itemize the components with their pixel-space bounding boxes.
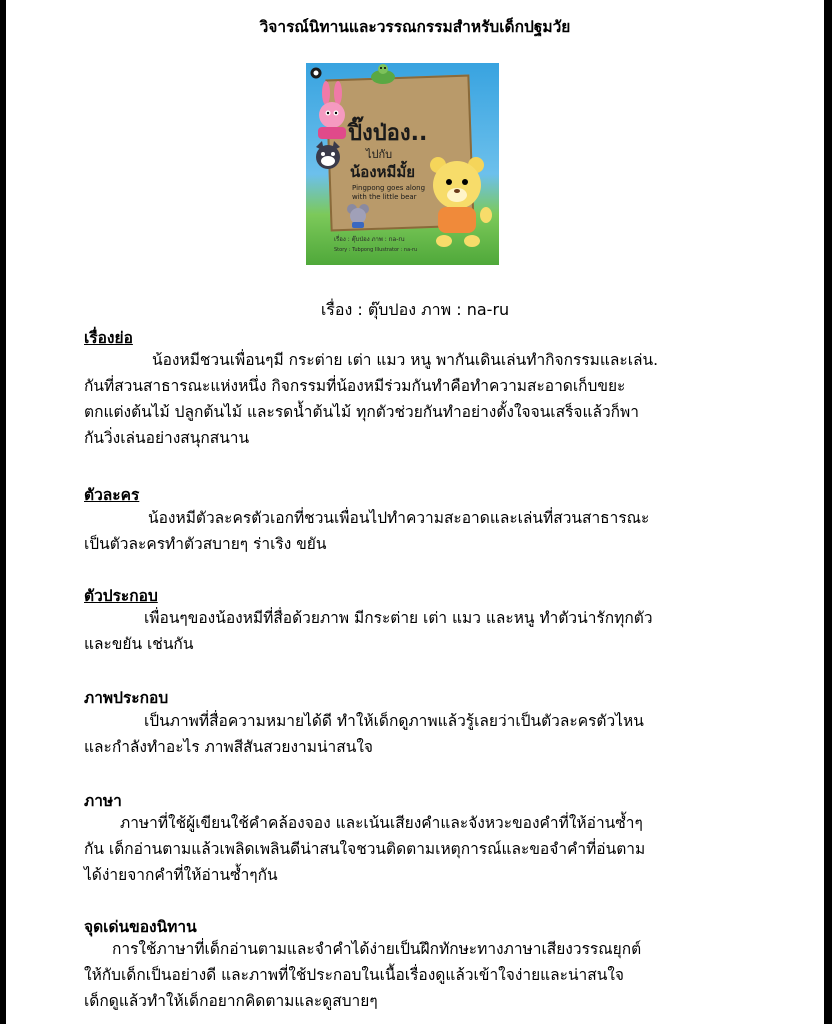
cat-illustration-icon xyxy=(308,139,348,175)
section-body-illustrations xyxy=(84,708,764,760)
cover-title-sub: น้องหมีมั้ย xyxy=(350,163,416,181)
section-heading-synopsis: เรื่องย่อ xyxy=(84,329,133,347)
author-illustrator-line: เรื่อง : ตุ๊บปอง ภาพ : na-ru xyxy=(320,300,510,319)
text-line: น้องหมีชวนเพื่อนๆมี กระต่าย เต่า แมว หนู พากันเดินเล่นทำกิจกรรมและเล่น. xyxy=(152,351,659,369)
text-line: ตกแต่งต้นไม้ ปลูกต้นไม้ และรดน้ำต้นไม้ ทุกตัวช่วยกันทำอย่างตั้งใจจนเสร็จแล้วก็พา xyxy=(84,403,639,421)
mouse-illustration-icon xyxy=(346,203,370,229)
section-heading-language: ภาษา xyxy=(84,792,122,810)
text-line: ภาษาที่ใช้ผู้เขียนใช้คำคล้องจอง และเน้นเสียงคำและจังหวะของคำที่ให้อ่านซ้ำๆ xyxy=(120,814,643,832)
cover-credits-thai: เรื่อง : ตุ๊บป่อง ภาพ : na-ru xyxy=(334,236,405,243)
text-line: และขยัน เช่นกัน xyxy=(84,635,194,653)
book-cover-image xyxy=(306,63,499,265)
text-line: การใช้ภาษาที่เด็กอ่านตามและจำคำได้ง่ายเป็นฝึกทักษะทางภาษาเสียงวรรณยุกต์ xyxy=(112,940,642,958)
text-line: และกำลังทำอะไร ภาพสีสันสวยงามน่าสนใจ xyxy=(84,738,373,756)
text-line: เด็กดูแล้วทำให้เด็กอยากคิดตามและดูสบายๆ xyxy=(84,992,378,1010)
publisher-logo-icon xyxy=(310,67,322,79)
text-line: กันวิ่งเล่นอย่างสนุกสนาน xyxy=(84,429,250,447)
section-heading-characters: ตัวละคร xyxy=(84,486,140,504)
text-line: ให้กับเด็กเป็นอย่างดี และภาพที่ใช้ประกอบในเนื้อเรื่องดูแล้วเข้าใจง่ายและน่าสนใจ xyxy=(84,966,624,984)
document-page xyxy=(6,0,824,1024)
text-line: ได้ง่ายจากคำที่ให้อ่านซ้ำๆกัน xyxy=(84,866,278,884)
cover-credits-english: Story : Tubpong Illustrator : na-ru xyxy=(334,247,418,253)
text-line: กัน เด็กอ่านตามแล้วเพลิดเพลินดีน่าสนใจชวนติดตามเหตุการณ์และขอจำคำที่อ่นตาม xyxy=(84,840,646,858)
section-body-supporting xyxy=(84,605,764,657)
section-body-language xyxy=(84,810,764,888)
text-line: น้องหมีตัวละครตัวเอกที่ชวนเพื่อนไปทำความสะอาดและเล่นที่สวนสาธารณะ xyxy=(148,509,650,527)
text-line: เป็นภาพที่สื่อความหมายได้ดี ทำให้เด็กดูภาพแล้วรู้เลยว่าเป็นตัวละครตัวไหน xyxy=(144,712,644,730)
bear-illustration-icon xyxy=(424,155,498,251)
text-line: กันที่สวนสาธารณะแห่งหนึ่ง กิจกรรมที่น้องหมีร่วมกันทำคือทำความสะอาดเก็บขยะ xyxy=(84,377,626,395)
section-heading-supporting: ตัวประกอบ xyxy=(84,587,158,605)
section-body-characters xyxy=(84,505,764,557)
section-heading-illustrations: ภาพประกอบ xyxy=(84,689,169,707)
section-body-synopsis xyxy=(84,347,764,451)
cover-title-main: ปิ๊งป่อง.. xyxy=(348,121,428,146)
turtle-illustration-icon xyxy=(366,63,400,85)
text-line: เพื่อนๆของน้องหมีที่สื่อด้วยภาพ มีกระต่าย เต่า แมว และหนู ทำตัวน่ารักทุกตัว xyxy=(144,609,653,627)
text-line: เป็นตัวละครทำตัวสบายๆ ร่าเริง ขยัน xyxy=(84,535,327,553)
section-body-highlights xyxy=(84,936,764,1014)
document-title: วิจารณ์นิทานและวรรณกรรมสำหรับเด็กปฐมวัย xyxy=(259,18,571,36)
cover-title-mid: ไปกับ xyxy=(366,148,393,161)
section-heading-highlights: จุดเด่นของนิทาน xyxy=(84,918,197,936)
cover-title-english: Pingpong goes along with the little bear xyxy=(352,184,426,201)
